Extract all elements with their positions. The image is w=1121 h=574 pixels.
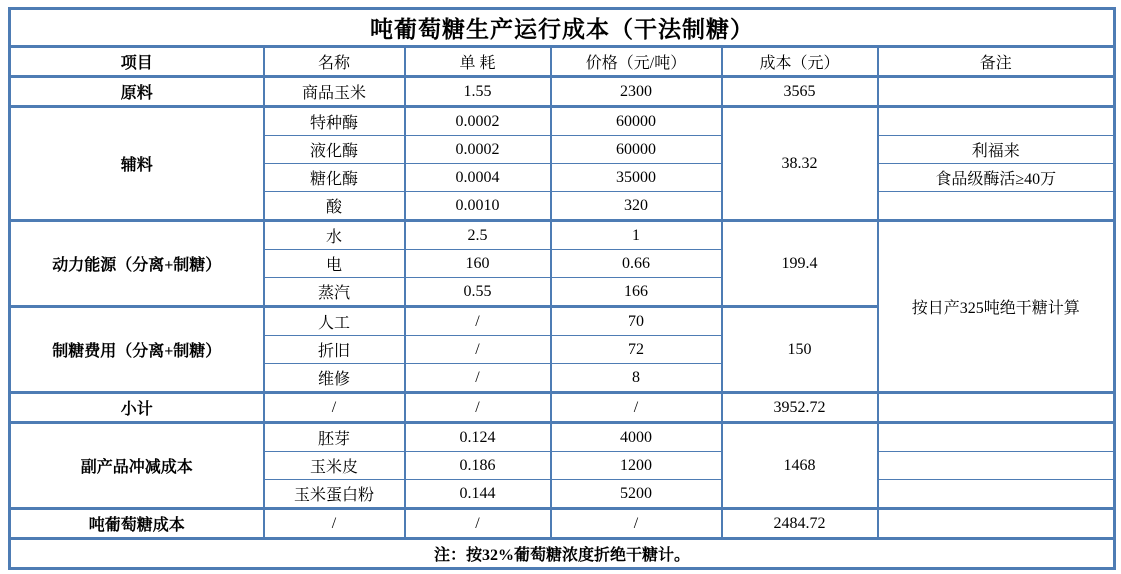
cell-unit: 0.0002 [405,107,551,136]
cell-unit: / [405,393,551,423]
table-row [10,221,1115,250]
cell-name: 电 [264,250,405,278]
cell-unit: 160 [405,250,551,278]
header-cost: 成本（元） [722,47,878,77]
cell-unit: / [405,336,551,364]
cost-table [8,7,1116,570]
cell-remark [878,509,1115,539]
cell-price: 5200 [551,480,722,509]
cell-name: / [264,509,405,539]
header-name: 名称 [264,47,405,77]
cell-remark [878,452,1115,480]
header-row [10,47,1115,77]
cell-item: 小计 [10,393,264,423]
cell-unit: 0.0002 [405,136,551,164]
cell-item: 吨葡萄糖成本 [10,509,264,539]
cell-unit: 0.144 [405,480,551,509]
cell-unit: 1.55 [405,77,551,107]
table-row [10,77,1115,107]
cell-unit: 0.0004 [405,164,551,192]
cell-price: 70 [551,307,722,336]
header-price: 价格（元/吨） [551,47,722,77]
cell-price: 8 [551,364,722,393]
cell-unit: / [405,509,551,539]
cell-cost: 38.32 [722,107,878,221]
cell-item: 原料 [10,77,264,107]
cell-name: / [264,393,405,423]
cell-name: 人工 [264,307,405,336]
cell-name: 液化酶 [264,136,405,164]
table-row [10,9,1115,47]
cell-name: 酸 [264,192,405,221]
cell-remark: 按日产325吨绝干糖计算 [878,221,1115,393]
cell-remark [878,480,1115,509]
cell-item: 制糖费用（分离+制糖） [10,307,264,393]
header-item: 项目 [10,47,264,77]
cell-item: 动力能源（分离+制糖） [10,221,264,307]
cell-price: 4000 [551,423,722,452]
cell-price: 60000 [551,107,722,136]
cell-name: 特种酶 [264,107,405,136]
table-row [10,107,1115,136]
table-row [10,539,1115,569]
cell-unit: 0.186 [405,452,551,480]
cell-cost: 150 [722,307,878,393]
cell-remark [878,77,1115,107]
header-unit-consumption: 单 耗 [405,47,551,77]
cell-price: / [551,509,722,539]
table-row [10,393,1115,423]
cell-unit: 2.5 [405,221,551,250]
cell-unit: / [405,307,551,336]
cell-name: 蒸汽 [264,278,405,307]
cell-price: 1 [551,221,722,250]
cell-price: 320 [551,192,722,221]
cell-price: 72 [551,336,722,364]
cell-remark: 食品级酶活≥40万 [878,164,1115,192]
cell-remark [878,192,1115,221]
cell-name: 糖化酶 [264,164,405,192]
cell-price: 166 [551,278,722,307]
cell-price: 2300 [551,77,722,107]
cell-remark [878,423,1115,452]
footnote: 注：按32%葡萄糖浓度折绝干糖计。 [10,539,1115,569]
cell-cost: 3565 [722,77,878,107]
cell-name: 商品玉米 [264,77,405,107]
cell-remark: 利福来 [878,136,1115,164]
cell-name: 维修 [264,364,405,393]
cell-unit: / [405,364,551,393]
page-title: 吨葡萄糖生产运行成本（干法制糖） [10,9,1115,47]
cell-name: 折旧 [264,336,405,364]
cell-price: 0.66 [551,250,722,278]
header-remark: 备注 [878,47,1115,77]
table-row [10,423,1115,452]
cell-price: / [551,393,722,423]
cell-price: 1200 [551,452,722,480]
cell-cost: 1468 [722,423,878,509]
cell-cost: 199.4 [722,221,878,307]
cell-remark [878,393,1115,423]
cell-item: 副产品冲减成本 [10,423,264,509]
cell-name: 玉米皮 [264,452,405,480]
table-row [10,509,1115,539]
cell-name: 胚芽 [264,423,405,452]
cell-remark [878,107,1115,136]
cell-unit: 0.0010 [405,192,551,221]
cell-unit: 0.55 [405,278,551,307]
cell-price: 35000 [551,164,722,192]
cell-unit: 0.124 [405,423,551,452]
cell-cost: 3952.72 [722,393,878,423]
cell-name: 玉米蛋白粉 [264,480,405,509]
cell-name: 水 [264,221,405,250]
cell-cost: 2484.72 [722,509,878,539]
cell-price: 60000 [551,136,722,164]
cell-item: 辅料 [10,107,264,221]
